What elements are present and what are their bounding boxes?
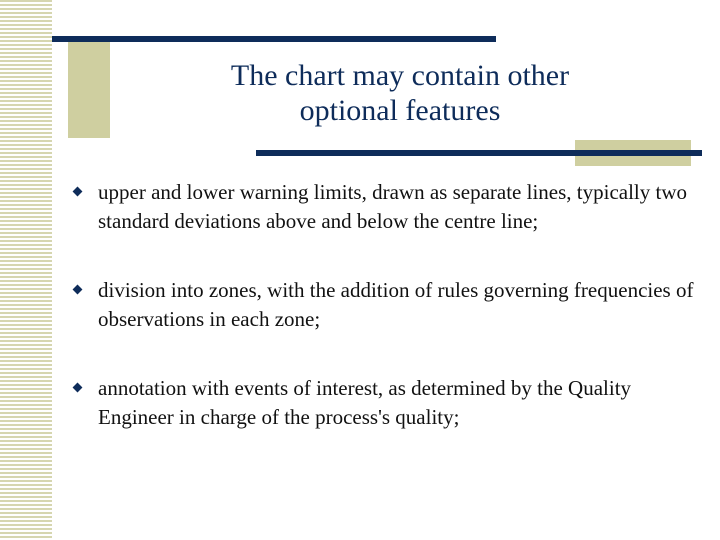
title-rule-bottom [256,150,702,156]
bullet-text: upper and lower warning limits, drawn as separate lines, typically two standard deviations above and below the centre line; [98,180,688,233]
diamond-bullet-icon [73,285,83,295]
diamond-bullet-icon [73,187,83,197]
bullet-text: annotation with events of interest, as determined by the Quality Engineer in charge of the process's quality; [98,376,632,429]
bullet-list [74,178,694,472]
bullet-item [74,276,694,334]
title-rule-top [52,36,496,42]
bullet-text: division into zones, with the addition of rules governing frequencies of observations in each zone; [98,278,694,331]
slide-title [170,58,630,128]
diamond-bullet-icon [73,383,83,393]
bullet-item [74,374,694,432]
slide-title-line-1: The chart may contain other [230,59,570,92]
bullet-item [74,178,694,236]
decorative-stripes [0,0,52,540]
decorative-title-block [68,38,110,138]
slide-title-line-2: optional features [299,94,501,127]
